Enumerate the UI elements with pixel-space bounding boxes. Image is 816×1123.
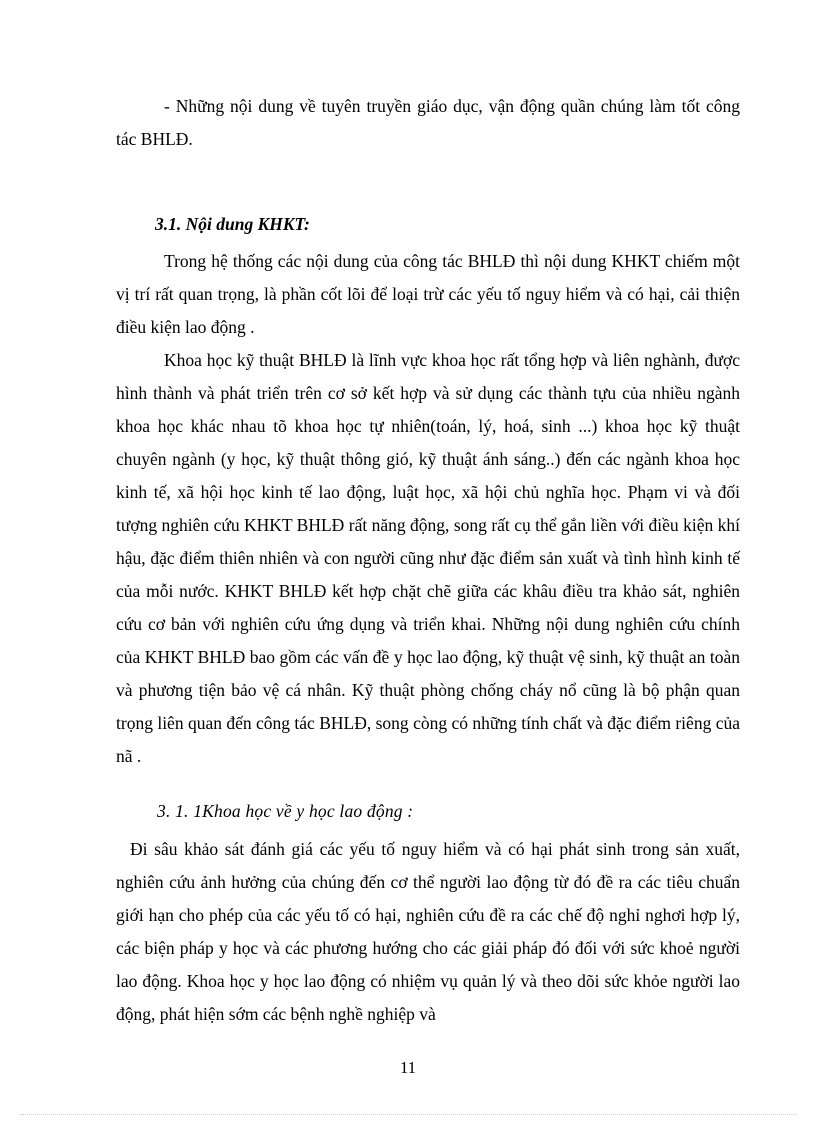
page-bottom-divider xyxy=(20,1114,796,1115)
paragraph-khkt-1: Trong hệ thống các nội dung của công tác BHLĐ thì nội dung KHKT chiếm một vị trí rất quan trọng, là phần cốt lõi để loại trừ các yếu tố nguy hiểm và có hại, cải thiện điều kiện lao động . xyxy=(116,251,740,337)
page-number: 11 xyxy=(399,1058,417,1077)
section-heading-3-1: 3.1. Nội dung KHKT: xyxy=(155,214,310,234)
paragraph-intro: - Những nội dung về tuyên truyền giáo dục, vận động quần chúng làm tốt công tác BHLĐ. xyxy=(116,96,740,149)
section-heading-3-1-1: 3. 1. 1Khoa học về y học lao động : xyxy=(157,801,414,821)
paragraph-khkt-2: Khoa học kỹ thuật BHLĐ là lĩnh vực khoa học rất tổng hợp và liên nghành, được hình thành và phát triển trên cơ sở kết hợp và sử dụng các thành tựu của nhiều ngành khoa học khác nhau tõ khoa học tự nhiên(toán, lý, hoá, sinh ...) khoa học kỹ thuật chuyên ngành (y học, kỹ thuật thông gió, kỹ thuật ánh sáng..) đến các ngành khoa học kinh tế, xã hội học kinh tế lao động, luật học, xã hội chủ nghĩa học. Phạm vi và đối tượng nghiên cứu KHKT BHLĐ rất năng động, song rất cụ thể gắn liền với điều kiện khí hậu, đặc điểm thiên nhiên và con người cũng như đặc điểm sản xuất và tình hình kinh tế của mỗi nước. KHKT BHLĐ kết hợp chặt chẽ giữa các khâu điều tra khảo sát, nghiên cứu cơ bản với nghiên cứu ứng dụng và triển khai. Những nội dung nghiên cứu chính của KHKT BHLĐ bao gồm các vấn đề y học lao động, kỹ thuật vệ sinh, kỹ thuật an toàn và phương tiện bảo vệ cá nhân. Kỹ thuật phòng chống cháy nổ cũng là bộ phận quan trọng liên quan đến công tác BHLĐ, song còng có những tính chất và đặc điểm riêng của nã . xyxy=(116,350,740,766)
paragraph-y-hoc-lao-dong: Đi sâu khảo sát đánh giá các yếu tố nguy hiểm và có hại phát sinh trong sản xuất, nghiên cứu ảnh hưởng của chúng đến cơ thể người lao động từ đó đề ra các tiêu chuẩn giới hạn cho phép của các yếu tố có hại, nghiên cứu đề ra các chế độ nghỉ nghơi hợp lý, các biện pháp y học và các phương hướng cho các giải pháp đó đối với sức khoẻ người lao động. Khoa học y học lao động có nhiệm vụ quản lý và theo dõi sức khỏe người lao động, phát hiện sớm các bệnh nghề nghiệp và xyxy=(116,839,740,1024)
